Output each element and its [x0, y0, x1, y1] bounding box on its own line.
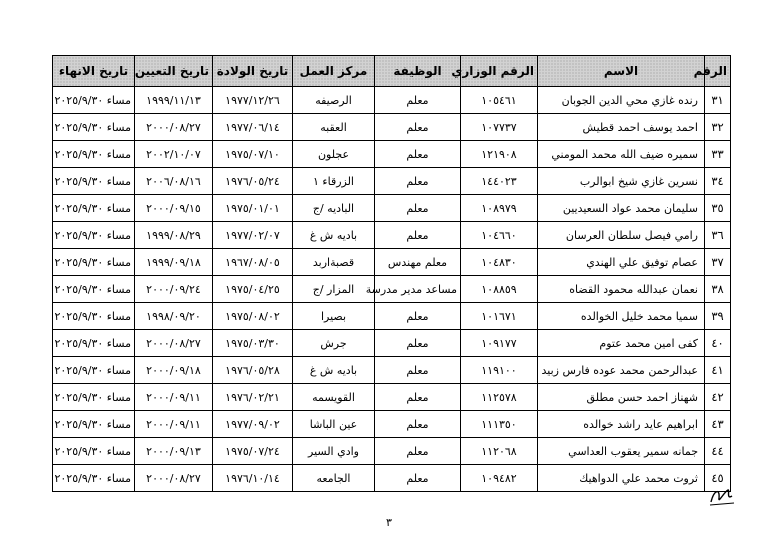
cell-dob: ١٩٧٦/١٠/١٤ — [213, 465, 293, 492]
header-workplace: مركز العمل — [293, 56, 375, 87]
cell-dob: ١٩٧٦/٠٥/٢٨ — [213, 357, 293, 384]
cell-workplace: عين الباشا — [293, 411, 375, 438]
cell-appointed: ١٩٩٨/٠٩/٢٠ — [135, 303, 213, 330]
cell-appointed: ٢٠٠٠/٠٩/١١ — [135, 411, 213, 438]
cell-ministry-no: ١٠٩٤٨٢ — [461, 465, 538, 492]
cell-dob: ١٩٧٧/٠٢/٠٧ — [213, 222, 293, 249]
cell-appointed: ٢٠٠٠/٠٩/٢٤ — [135, 276, 213, 303]
cell-workplace: الرصيفه — [293, 87, 375, 114]
cell-no: ٣٩ — [705, 303, 731, 330]
cell-dob: ١٩٧٥/٠٧/١٠ — [213, 141, 293, 168]
cell-ministry-no: ١١١٣٥٠ — [461, 411, 538, 438]
cell-no: ٣٨ — [705, 276, 731, 303]
cell-ministry-no: ١٠٥٤٦١ — [461, 87, 538, 114]
cell-workplace: الجامعه — [293, 465, 375, 492]
cell-end: مساء ٢٠٢٥/٩/٣٠ — [53, 357, 135, 384]
cell-no: ٤٤ — [705, 438, 731, 465]
cell-dob: ١٩٧٥/٠٣/٣٠ — [213, 330, 293, 357]
cell-dob: ١٩٧٧/١٢/٢٦ — [213, 87, 293, 114]
cell-job: معلم — [375, 195, 461, 222]
cell-name: سليمان محمد عواد السعيديين — [538, 195, 705, 222]
cell-end: مساء ٢٠٢٥/٩/٣٠ — [53, 168, 135, 195]
table-row — [53, 330, 731, 357]
cell-no: ٣٢ — [705, 114, 731, 141]
cell-job: معلم — [375, 357, 461, 384]
cell-end: مساء ٢٠٢٥/٩/٣٠ — [53, 276, 135, 303]
cell-dob: ١٩٧٥/٠١/٠١ — [213, 195, 293, 222]
cell-name: جمانه سمير يعقوب العداسي — [538, 438, 705, 465]
cell-workplace: بصيرا — [293, 303, 375, 330]
cell-ministry-no: ١٠١٦٧١ — [461, 303, 538, 330]
header-no: الرقم — [705, 56, 731, 87]
cell-no: ٣٥ — [705, 195, 731, 222]
cell-ministry-no: ١٠٨٨٥٩ — [461, 276, 538, 303]
cell-appointed: ٢٠٠٦/٠٨/١٦ — [135, 168, 213, 195]
cell-name: شهناز احمد حسن مطلق — [538, 384, 705, 411]
cell-dob: ١٩٧٦/٠٥/٢٤ — [213, 168, 293, 195]
cell-dob: ١٩٧٧/٠٩/٠٢ — [213, 411, 293, 438]
cell-workplace: باديه ش غ — [293, 222, 375, 249]
table-row — [53, 384, 731, 411]
cell-no: ٤١ — [705, 357, 731, 384]
cell-name: سميره ضيف الله محمد المومني — [538, 141, 705, 168]
cell-appointed: ١٩٩٩/٠٩/١٨ — [135, 249, 213, 276]
cell-ministry-no: ١٠٧٧٣٧ — [461, 114, 538, 141]
cell-name: عصام توفيق علي الهندي — [538, 249, 705, 276]
cell-no: ٣٧ — [705, 249, 731, 276]
table-row — [53, 141, 731, 168]
cell-no: ٣٣ — [705, 141, 731, 168]
header-job: الوظيفة — [375, 56, 461, 87]
header-row — [53, 56, 731, 87]
cell-appointed: ٢٠٠٠/٠٨/٢٧ — [135, 114, 213, 141]
cell-end: مساء ٢٠٢٥/٩/٣٠ — [53, 411, 135, 438]
cell-appointed: ١٩٩٩/٠٨/٢٩ — [135, 222, 213, 249]
table-row — [53, 357, 731, 384]
cell-no: ٣٤ — [705, 168, 731, 195]
header-name: الاسم — [538, 56, 705, 87]
cell-no: ٤٢ — [705, 384, 731, 411]
page-number: ٣ — [386, 516, 392, 529]
cell-end: مساء ٢٠٢٥/٩/٣٠ — [53, 384, 135, 411]
cell-name: سميا محمد خليل الخوالده — [538, 303, 705, 330]
cell-end: مساء ٢٠٢٥/٩/٣٠ — [53, 195, 135, 222]
cell-no: ٣١ — [705, 87, 731, 114]
cell-appointed: ١٩٩٩/١١/١٣ — [135, 87, 213, 114]
cell-name: ابراهيم عايد راشد خوالده — [538, 411, 705, 438]
cell-ministry-no: ١١٩١٠٠ — [461, 357, 538, 384]
cell-job: معلم مهندس — [375, 249, 461, 276]
cell-ministry-no: ١٢١٩٠٨ — [461, 141, 538, 168]
cell-end: مساء ٢٠٢٥/٩/٣٠ — [53, 141, 135, 168]
cell-job: معلم — [375, 303, 461, 330]
cell-workplace: قصبةاربد — [293, 249, 375, 276]
cell-job: معلم — [375, 438, 461, 465]
cell-end: مساء ٢٠٢٥/٩/٣٠ — [53, 114, 135, 141]
cell-dob: ١٩٧٦/٠٢/٢١ — [213, 384, 293, 411]
cell-no: ٣٦ — [705, 222, 731, 249]
cell-workplace: عجلون — [293, 141, 375, 168]
cell-dob: ١٩٧٥/٠٨/٠٢ — [213, 303, 293, 330]
cell-ministry-no: ١٠٤٨٣٠ — [461, 249, 538, 276]
table-row — [53, 411, 731, 438]
cell-end: مساء ٢٠٢٥/٩/٣٠ — [53, 303, 135, 330]
cell-workplace: المزار /ج — [293, 276, 375, 303]
cell-workplace: القويسمه — [293, 384, 375, 411]
cell-name: رامي فيصل سلطان العرسان — [538, 222, 705, 249]
cell-job: معلم — [375, 87, 461, 114]
cell-ministry-no: ١١٢٠٦٨ — [461, 438, 538, 465]
table-row — [53, 222, 731, 249]
cell-job: معلم — [375, 465, 461, 492]
cell-dob: ١٩٧٥/٠٤/٢٥ — [213, 276, 293, 303]
cell-dob: ١٩٧٥/٠٧/٢٤ — [213, 438, 293, 465]
table-row — [53, 303, 731, 330]
cell-job: مساعد مدير مدرسة — [375, 276, 461, 303]
table-row — [53, 465, 731, 492]
cell-name: عبدالرحمن محمد عوده فارس زبيد — [538, 357, 705, 384]
cell-ministry-no: ١٤٤٠٢٣ — [461, 168, 538, 195]
cell-name: نعمان عبدالله محمود القضاه — [538, 276, 705, 303]
cell-name: نسرين غازي شيخ ابوالرب — [538, 168, 705, 195]
cell-dob: ١٩٦٧/٠٨/٠٥ — [213, 249, 293, 276]
cell-end: مساء ٢٠٢٥/٩/٣٠ — [53, 249, 135, 276]
table-row — [53, 195, 731, 222]
header-ministry-no: الرقم الوزاري — [461, 56, 538, 87]
cell-name: ثروت محمد علي الدواهيك — [538, 465, 705, 492]
table-row — [53, 87, 731, 114]
cell-dob: ١٩٧٧/٠٦/١٤ — [213, 114, 293, 141]
cell-no: ٤٥ — [705, 465, 731, 492]
cell-no: ٤٠ — [705, 330, 731, 357]
cell-appointed: ٢٠٠٠/٠٩/١٥ — [135, 195, 213, 222]
header-end: تاريخ الانهاء — [53, 56, 135, 87]
cell-job: معلم — [375, 411, 461, 438]
cell-appointed: ٢٠٠٠/٠٩/١١ — [135, 384, 213, 411]
cell-appointed: ٢٠٠٠/٠٩/١٨ — [135, 357, 213, 384]
cell-ministry-no: ١١٢٥٧٨ — [461, 384, 538, 411]
cell-appointed: ٢٠٠٠/٠٩/١٣ — [135, 438, 213, 465]
cell-appointed: ٢٠٠٠/٠٨/٢٧ — [135, 330, 213, 357]
cell-workplace: جرش — [293, 330, 375, 357]
cell-job: معلم — [375, 222, 461, 249]
cell-name: رنده غازي محي الدين الجوبان — [538, 87, 705, 114]
cell-appointed: ٢٠٠٢/١٠/٠٧ — [135, 141, 213, 168]
signature-mark — [708, 484, 736, 508]
cell-job: معلم — [375, 384, 461, 411]
cell-workplace: الباديه /ج — [293, 195, 375, 222]
staff-table — [52, 55, 731, 492]
table-row — [53, 114, 731, 141]
cell-ministry-no: ١٠٨٩٧٩ — [461, 195, 538, 222]
cell-end: مساء ٢٠٢٥/٩/٣٠ — [53, 87, 135, 114]
cell-name: كفى امين محمد عتوم — [538, 330, 705, 357]
cell-name: احمد يوسف احمد قطيش — [538, 114, 705, 141]
cell-end: مساء ٢٠٢٥/٩/٣٠ — [53, 465, 135, 492]
header-appointed: تاريخ التعيين — [135, 56, 213, 87]
cell-workplace: وادي السير — [293, 438, 375, 465]
cell-no: ٤٣ — [705, 411, 731, 438]
header-dob: تاريخ الولادة — [213, 56, 293, 87]
cell-workplace: الزرقاء ١ — [293, 168, 375, 195]
cell-job: معلم — [375, 141, 461, 168]
cell-end: مساء ٢٠٢٥/٩/٣٠ — [53, 438, 135, 465]
table-row — [53, 249, 731, 276]
cell-end: مساء ٢٠٢٥/٩/٣٠ — [53, 222, 135, 249]
cell-workplace: باديه ش غ — [293, 357, 375, 384]
cell-ministry-no: ١٠٩١٧٧ — [461, 330, 538, 357]
cell-end: مساء ٢٠٢٥/٩/٣٠ — [53, 330, 135, 357]
cell-job: معلم — [375, 114, 461, 141]
cell-ministry-no: ١٠٤٦٦٠ — [461, 222, 538, 249]
cell-appointed: ٢٠٠٠/٠٨/٢٧ — [135, 465, 213, 492]
cell-job: معلم — [375, 330, 461, 357]
table-row — [53, 168, 731, 195]
cell-job: معلم — [375, 168, 461, 195]
table-row — [53, 276, 731, 303]
table-row — [53, 438, 731, 465]
cell-workplace: العقبه — [293, 114, 375, 141]
